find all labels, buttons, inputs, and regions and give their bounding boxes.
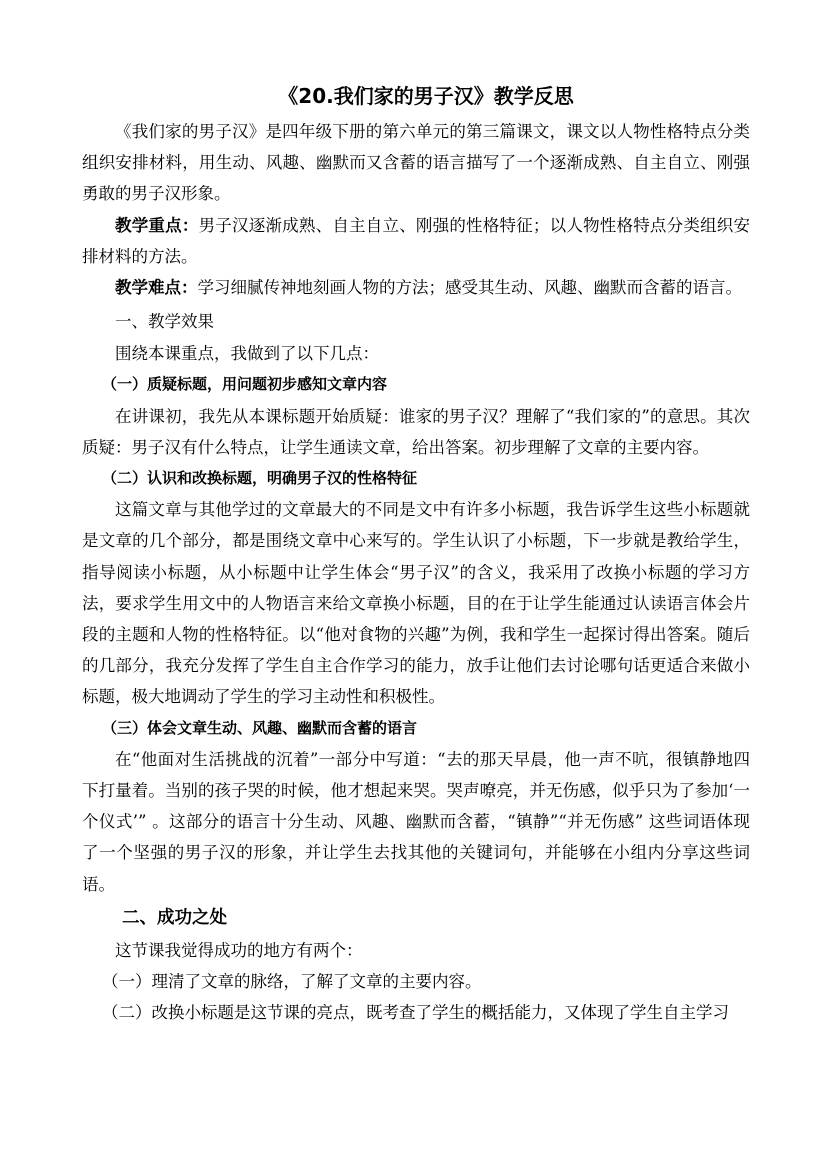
section2-heading: 二、成功之处: [122, 907, 227, 928]
section2-item1: （一）理清了文章的脉络，了解了文章的主要内容。: [102, 972, 482, 992]
key-point-text: 男子汉逐渐成熟、自主自立、刚强的性格特征；以人物性格特点分类组织安排材料的方法。: [82, 215, 751, 266]
intro-paragraph: 《我们家的男子汉》是四年级下册的第六单元的第三篇课文，课文以人物性格特点分类组织安排材料，用生动、风趣、幽默而又含蓄的语言描写了一个逐渐成熟、自主自立、刚强勇敢的男子汉形象。: [82, 122, 750, 204]
difficulty-label: 教学难点：: [115, 278, 198, 298]
section1-lead: 围绕本课重点，我做到了以下几点：: [115, 344, 379, 364]
sub3-heading: （三）体会文章生动、风趣、幽默而含蓄的语言: [102, 718, 418, 737]
difficulty-text: 学习细腻传神地刻画人物的方法；感受其生动、风趣、幽默而含蓄的语言。: [197, 278, 742, 298]
sub1-heading: （一）质疑标题，用问题初步感知文章内容: [102, 375, 388, 394]
section2-lead: 这节课我觉得成功的地方有两个：: [115, 940, 363, 960]
key-point-paragraph: [82, 210, 750, 272]
sub1-paragraph: 在讲课初，我先从本课标题开始质疑：谁家的男子汉？理解了“我们家的”的意思。其次质疑：男子汉有什么特点，让学生通读文章，给出答案。初步理解了文章的主要内容。: [82, 406, 750, 457]
sub3-paragraph: 在“他面对生活挑战的沉着”一部分中写道：“去的那天早晨，他一声不吭，很镇静地四下打量着。当别的孩子哭的时候，他才想起来哭。哭声嘹亮，并无伤感，似乎只为了参加‘一个仪式’” 。这部分的语言十分生动、风趣、幽默而含蓄，“镇静”“并无伤感” 这些词语体现了一个坚强的男子汉的形象，并让学生去找其他的关键词句，并能够在小组内分享这些词语。: [82, 749, 750, 894]
section2-item2: （二）改换小标题是这节课的亮点，既考查了学生的概括能力，又体现了学生自主学习: [102, 1003, 729, 1023]
difficulty-paragraph: [82, 272, 750, 303]
key-point-label: 教学重点：: [115, 215, 199, 235]
document-page: [82, 78, 750, 1028]
sub2-heading: （二）认识和改换标题，明确男子汉的性格特征: [102, 469, 418, 488]
sub2-paragraph: 这篇文章与其他学过的文章最大的不同是文中有许多小标题，我告诉学生这些小标题就是文章的几个部分，都是围绕文章中心来写的。学生认识了小标题，下一步就是教给学生，指导阅读小标题，从小标题中让学生体会“男子汉”的含义，我采用了改换小标题的学习方法，要求学生用文中的人物语言来给文章换小标题，目的在于让学生能通过认读语言体会片段的主题和人物的性格特征。以“他对食物的兴趣”为例，我和学生一起探讨得出答案。随后的几部分，我充分发挥了学生自主合作学习的能力，放手让他们去讨论哪句话更适合来做小标题，极大地调动了学生的学习主动性和积极性。: [82, 500, 750, 707]
section1-heading: 一、教学效果: [115, 312, 214, 332]
document-title: 《20.我们家的男子汉》教学反思: [278, 84, 574, 108]
